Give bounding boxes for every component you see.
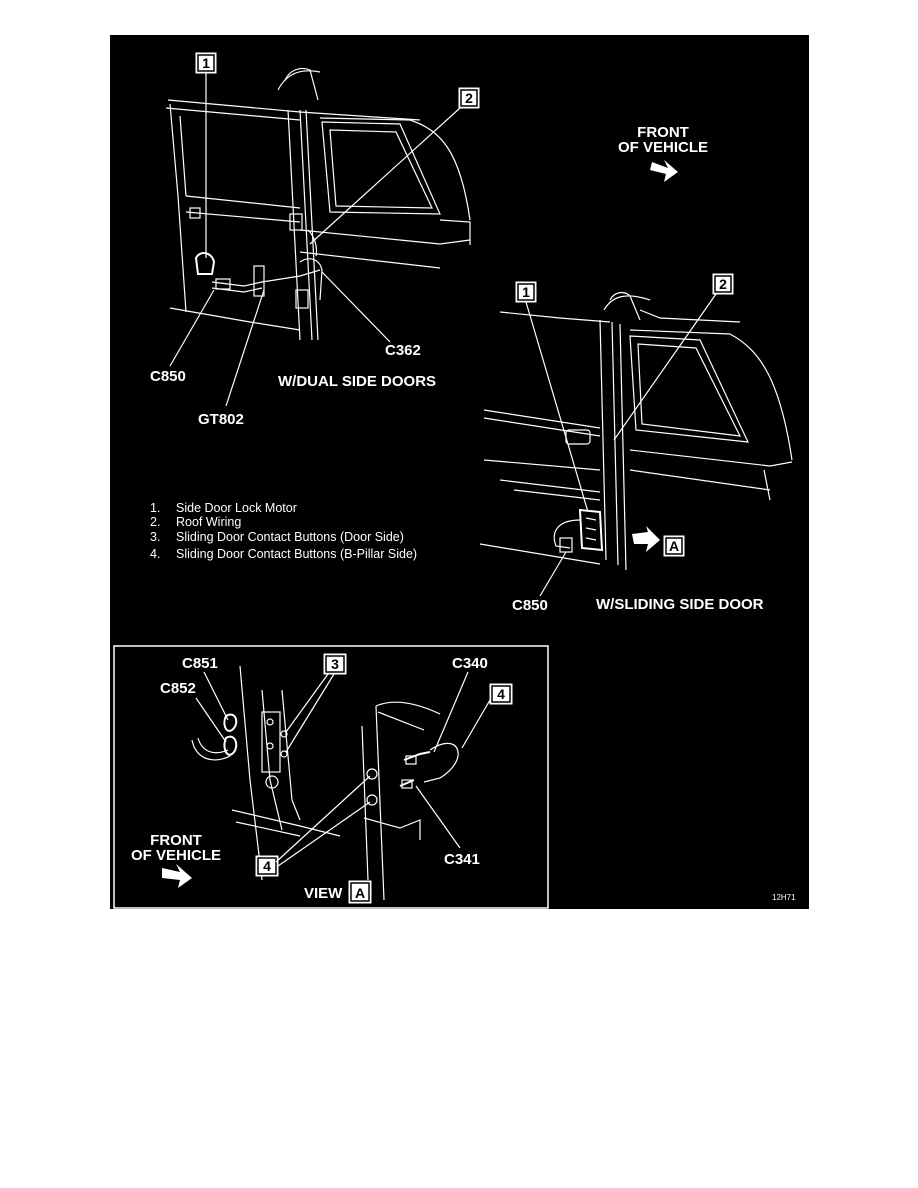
c852-label: C852 bbox=[160, 680, 196, 697]
dual-side-doors-caption: W/DUAL SIDE DOORS bbox=[278, 373, 437, 390]
legend-text-3: Sliding Door Contact Buttons (Door Side) bbox=[176, 530, 404, 544]
legend-text-2: Roof Wiring bbox=[176, 515, 242, 529]
legend-num-4: 4. bbox=[150, 547, 161, 561]
view-label: VIEW bbox=[304, 885, 343, 902]
c362-label: C362 bbox=[385, 342, 421, 359]
callout-1-number: 1 bbox=[202, 55, 210, 71]
c340-label: C340 bbox=[452, 655, 488, 672]
c851-label: C851 bbox=[182, 655, 218, 672]
gt802-label: GT802 bbox=[198, 411, 244, 428]
diagram-panel bbox=[110, 35, 809, 909]
c850-label-dual: C850 bbox=[150, 368, 186, 385]
view-callout-4-number-lower: 4 bbox=[263, 858, 271, 874]
inset-front-label-line1: FRONT bbox=[150, 832, 202, 849]
legend-text-1: Side Door Lock Motor bbox=[176, 501, 297, 515]
sliding-callout-1-number: 1 bbox=[522, 284, 530, 300]
c341-label: C341 bbox=[444, 851, 480, 868]
view-a-callout-letter: A bbox=[668, 538, 680, 554]
sliding-side-door-caption: W/SLIDING SIDE DOOR bbox=[596, 596, 764, 613]
front-of-vehicle-label-line2: OF VEHICLE bbox=[617, 139, 709, 156]
inset-front-label-line2: OF VEHICLE bbox=[130, 847, 222, 864]
legend-num-3: 3. bbox=[150, 530, 161, 544]
legend-num-2: 2. bbox=[150, 515, 161, 529]
legend-num-1: 1. bbox=[150, 501, 161, 515]
view-a-box-letter: A bbox=[354, 885, 366, 901]
legend-text-4: Sliding Door Contact Buttons (B-Pillar Side) bbox=[176, 547, 418, 561]
figure-code: 12H71 bbox=[772, 893, 796, 902]
c850-label-sliding: C850 bbox=[512, 597, 548, 614]
sliding-callout-2-number: 2 bbox=[719, 276, 727, 292]
view-callout-4-number-upper: 4 bbox=[497, 686, 505, 702]
front-of-vehicle-label-line1: FRONT bbox=[637, 124, 689, 141]
view-callout-3-number: 3 bbox=[331, 656, 339, 672]
callout-2-number: 2 bbox=[465, 90, 473, 106]
